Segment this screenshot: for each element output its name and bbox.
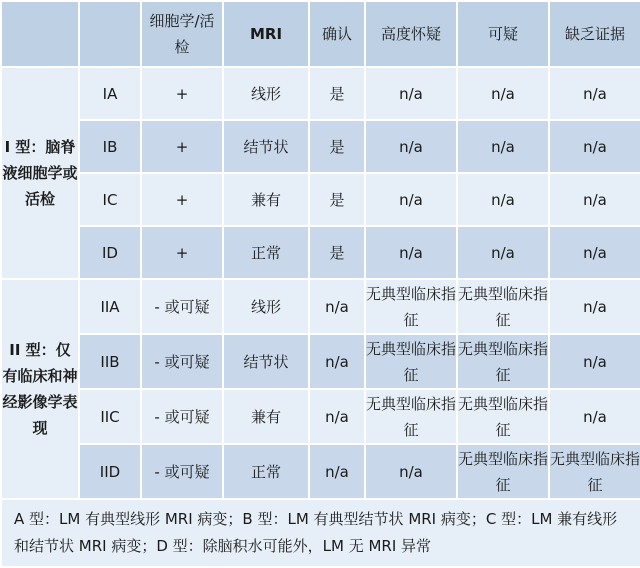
table-footnote: A 型：LM 有典型线形 MRI 病变；B 型：LM 有典型结节状 MRI 病变；C 型：LM 兼有线形和结节状 MRI 病变；D 型：除脑积水可能外，LM 无 MRI 异常 bbox=[1, 499, 640, 567]
row-confirmed: n/a bbox=[309, 279, 365, 334]
table-row bbox=[1, 334, 640, 389]
row-cytology: - 或可疑 bbox=[141, 389, 223, 444]
row-cytology: - 或可疑 bbox=[141, 444, 223, 499]
table-row bbox=[1, 389, 640, 444]
row-cytology: + bbox=[141, 67, 223, 120]
header-row bbox=[1, 1, 640, 67]
row-code: IA bbox=[79, 67, 141, 120]
table-row bbox=[1, 279, 640, 334]
row-highly-suspected: 无典型临床指征 bbox=[365, 334, 457, 389]
row-code: IID bbox=[79, 444, 141, 499]
row-confirmed: 是 bbox=[309, 120, 365, 173]
row-highly-suspected: n/a bbox=[365, 67, 457, 120]
row-mri: 线形 bbox=[223, 279, 309, 334]
row-mri: 结节状 bbox=[223, 334, 309, 389]
row-mri: 结节状 bbox=[223, 120, 309, 173]
header-lacking-evidence: 缺乏证据 bbox=[549, 1, 640, 67]
row-code: IB bbox=[79, 120, 141, 173]
table-row bbox=[1, 120, 640, 173]
header-highly-suspected: 高度怀疑 bbox=[365, 1, 457, 67]
header-cytology: 细胞学/活检 bbox=[141, 1, 223, 67]
group-type-ii: II 型：仅有临床和神经影像学表现 bbox=[1, 279, 79, 499]
row-suspected: n/a bbox=[457, 226, 549, 279]
row-lacking-evidence: 无典型临床指征 bbox=[549, 444, 640, 499]
row-cytology: + bbox=[141, 120, 223, 173]
header-blank-1 bbox=[1, 1, 79, 67]
table-row bbox=[1, 67, 640, 120]
row-highly-suspected: n/a bbox=[365, 444, 457, 499]
row-suspected: n/a bbox=[457, 120, 549, 173]
row-suspected: 无典型临床指征 bbox=[457, 279, 549, 334]
row-confirmed: n/a bbox=[309, 389, 365, 444]
row-lacking-evidence: n/a bbox=[549, 334, 640, 389]
row-cytology: - 或可疑 bbox=[141, 279, 223, 334]
row-suspected: 无典型临床指征 bbox=[457, 389, 549, 444]
row-lacking-evidence: n/a bbox=[549, 389, 640, 444]
row-mri: 线形 bbox=[223, 67, 309, 120]
row-confirmed: n/a bbox=[309, 334, 365, 389]
row-confirmed: 是 bbox=[309, 67, 365, 120]
row-mri: 正常 bbox=[223, 226, 309, 279]
table-row bbox=[1, 173, 640, 226]
header-suspected: 可疑 bbox=[457, 1, 549, 67]
row-mri: 兼有 bbox=[223, 173, 309, 226]
row-suspected: n/a bbox=[457, 173, 549, 226]
row-lacking-evidence: n/a bbox=[549, 226, 640, 279]
row-highly-suspected: 无典型临床指征 bbox=[365, 279, 457, 334]
row-highly-suspected: n/a bbox=[365, 226, 457, 279]
row-code: IIA bbox=[79, 279, 141, 334]
table-row bbox=[1, 226, 640, 279]
header-confirmed: 确认 bbox=[309, 1, 365, 67]
row-highly-suspected: n/a bbox=[365, 120, 457, 173]
footnote-row bbox=[1, 499, 640, 567]
row-code: ID bbox=[79, 226, 141, 279]
row-lacking-evidence: n/a bbox=[549, 173, 640, 226]
row-lacking-evidence: n/a bbox=[549, 120, 640, 173]
row-code: IIB bbox=[79, 334, 141, 389]
row-mri: 正常 bbox=[223, 444, 309, 499]
row-cytology: - 或可疑 bbox=[141, 334, 223, 389]
row-confirmed: n/a bbox=[309, 444, 365, 499]
row-lacking-evidence: n/a bbox=[549, 67, 640, 120]
row-mri: 兼有 bbox=[223, 389, 309, 444]
row-code: IC bbox=[79, 173, 141, 226]
row-code: IIC bbox=[79, 389, 141, 444]
row-confirmed: 是 bbox=[309, 173, 365, 226]
row-suspected: n/a bbox=[457, 67, 549, 120]
row-suspected: 无典型临床指征 bbox=[457, 444, 549, 499]
row-confirmed: 是 bbox=[309, 226, 365, 279]
row-highly-suspected: n/a bbox=[365, 173, 457, 226]
group-type-i: I 型：脑脊液细胞学或活检 bbox=[1, 67, 79, 279]
row-cytology: + bbox=[141, 173, 223, 226]
row-cytology: + bbox=[141, 226, 223, 279]
header-mri: MRI bbox=[223, 1, 309, 67]
header-blank-2 bbox=[79, 1, 141, 67]
row-lacking-evidence: n/a bbox=[549, 279, 640, 334]
table-row bbox=[1, 444, 640, 499]
row-highly-suspected: 无典型临床指征 bbox=[365, 389, 457, 444]
row-suspected: 无典型临床指征 bbox=[457, 334, 549, 389]
